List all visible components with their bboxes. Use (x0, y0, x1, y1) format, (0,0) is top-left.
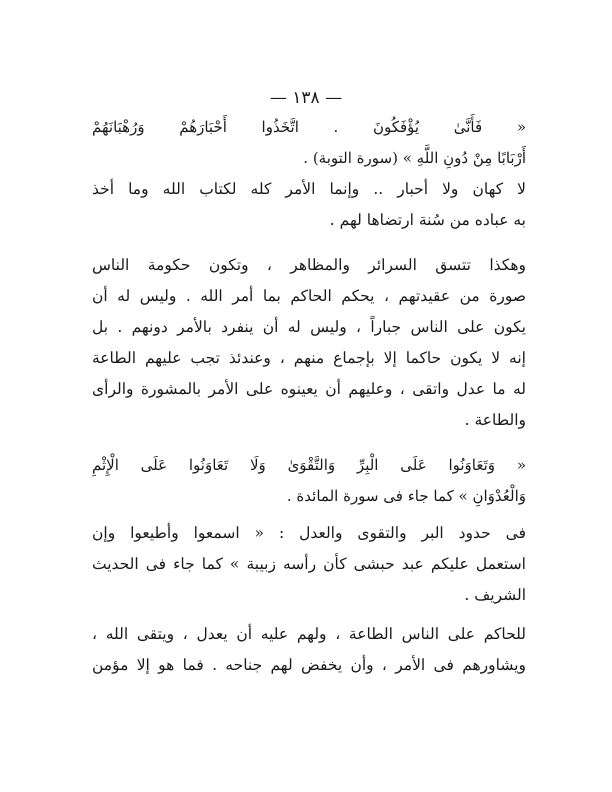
paragraph-quran-tawba (92, 112, 526, 174)
paragraph-quran-maida (92, 450, 526, 512)
text-line: « فَأَنَّىٰ يُؤْفَكُونَ . اتَّخَذُوا أَحْبَارَهُمْ وَرُهْبَانَهُمْ (92, 118, 526, 136)
text-line: وهكذا تتسق السرائر والمظاهر ، وتكون حكومة الناس (92, 256, 526, 274)
text-line: ويشاورهم فى الأمر ، وأن يخفض لهم جناحه . فما هو إلا مؤمن (92, 656, 526, 674)
text-line: استعمل عليكم عبد حبشى كأن رأسه زبيبة » كما جاء فى الحديث (92, 555, 526, 573)
text-line: فى حدود البر والتقوى والعدل : « اسمعوا وأطيعوا وإن (92, 524, 526, 542)
paragraph-no-priests (92, 174, 526, 236)
paragraph-ruler-duties (92, 619, 526, 681)
text-line: وَالْعُدْوَانِ » كما جاء فى سورة المائدة . (286, 487, 526, 505)
text-line: والطاعة . (464, 411, 526, 429)
text-line: الشريف . (464, 586, 526, 604)
text-line: لا كهان ولا أحبار .. وإنما الأمر كله لكتاب الله وما أخذ (92, 180, 526, 198)
page-number: — ١٣٨ — (269, 88, 343, 108)
body-text (92, 112, 526, 681)
text-line: به عباده من سُنة ارتضاها لهم . (329, 211, 526, 229)
text-line: صورة من عقيدتهم ، يحكم الحاكم بما أمر الله . وليس له أن (92, 287, 526, 305)
paragraph-governance (92, 250, 526, 436)
text-line: يكون على الناس جباراً ، وليس له أن ينفرد بالأمر دونهم . بل (92, 318, 526, 336)
text-line: له ما عدل واتقى ، وعليهم أن يعينوه على الأمر بالمشورة والرأى (92, 380, 526, 398)
text-line: إنه لا يكون حاكما إلا بإجماع منهم ، وعندئذ تجب عليهم الطاعة (92, 349, 526, 367)
text-line: « وَتَعَاوَنُوا عَلَى الْبِرِّ وَالتَّقْوَىٰ وَلَا تَعَاوَنُوا عَلَى الْإِثْمِ (92, 456, 526, 474)
text-line: للحاكم على الناس الطاعة ، ولهم عليه أن يعدل ، ويتقى الله ، (92, 625, 526, 643)
paragraph-hadith (92, 518, 526, 611)
text-line: أَرْبَابًا مِنْ دُونِ اللَّهِ » (سورة التوبة) . (303, 149, 526, 167)
